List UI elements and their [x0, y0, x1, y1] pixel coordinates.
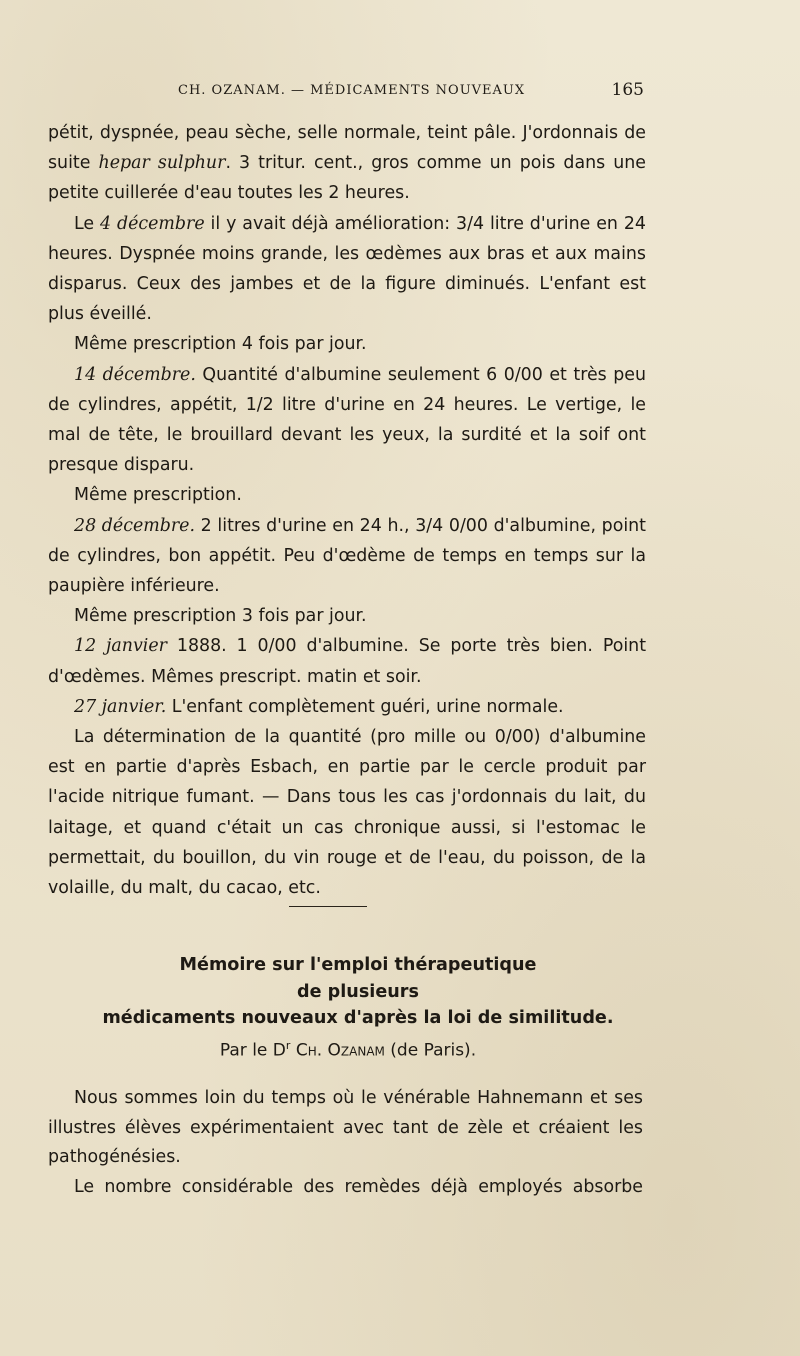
- memoire-title-line-1: Mémoire sur l'emploi thérapeutique: [179, 955, 537, 975]
- date-28-decembre: 28 décembre.: [74, 515, 196, 536]
- running-title: CH. OZANAM. — MÉDICAMENTS NOUVEAUX: [178, 83, 526, 98]
- paragraph-10: La détermination de la quantité (pro mille ou 0/00) d'albumine est en partie d'après Esbach, en partie par le cercle produit par l'acide nitrique fumant. — Dans tous les cas j'ordonnais du lait, du laitage, et quand c'était un cas chronique aussi, si l'estomac le permettait, du bouillon, du vin rouge et de l'eau, du poisson, de la volaille, du malt, du cacao, etc.: [48, 727, 646, 899]
- date-14-decembre: 14 décembre.: [74, 364, 196, 385]
- date-4-decembre: 4 décembre: [99, 213, 205, 234]
- author-suffix: (de Paris).: [384, 1040, 477, 1061]
- paragraph-4: [48, 360, 646, 481]
- paragraph-3: Même prescription 4 fois par jour.: [74, 334, 367, 355]
- paragraph-9-text: L'enfant complètement guéri, urine normale.: [166, 696, 564, 717]
- author-name: Ch. Ozanam: [295, 1040, 385, 1061]
- running-header: [48, 80, 644, 104]
- memoire-body: [48, 1084, 643, 1202]
- paragraph-4-text: Quantité d'albumine seulement 6 0/00 et très peu de cylindres, appétit, 1/2 litre d'urine en 24 heures. Le vertige, le mal de tête, le brouillard devant les yeux, la surdité et la soif ont presque disparu.: [48, 364, 646, 476]
- paragraph-6: [48, 511, 646, 602]
- section-divider: [289, 906, 367, 907]
- memoire-paragraph-1: Nous sommes loin du temps où le vénérable Hahnemann et ses illustres élèves expérimentaient avec tant de zèle et créaient les pathogénésies.: [48, 1088, 643, 1167]
- author-sup: r: [285, 1039, 291, 1052]
- memoire-title-line-2: de plusieurs: [297, 981, 419, 1002]
- paragraph-2-lead: Le: [74, 213, 100, 234]
- author-prefix: Par le D: [219, 1040, 286, 1061]
- paragraph-1-rest: . 3 tritur. cent., gros comme un pois dans une petite cuillerée d'eau toutes les 2 heures.: [48, 153, 646, 204]
- page-number: 165: [611, 80, 644, 100]
- remedy-name: hepar sulphur: [98, 153, 226, 174]
- memoire-paragraph-2: Le nombre considérable des remèdes déjà employés absorbe: [74, 1176, 643, 1197]
- date-12-janvier: 12 janvier: [74, 636, 167, 657]
- memoire-title: [48, 952, 668, 1032]
- paragraph-1-text: pétit, dyspnée, peau sèche, selle normale, teint pâle. J'ordonnais de suite: [48, 123, 646, 174]
- paragraph-2: [48, 209, 646, 330]
- author-line: [48, 1039, 648, 1061]
- paragraph-5: Même prescription.: [74, 485, 242, 506]
- paragraph-9: [48, 692, 646, 722]
- paragraph-8: [48, 631, 646, 691]
- memoire-title-line-3: médicaments nouveaux d'après la loi de similitude.: [102, 1008, 614, 1028]
- paragraph-1: [48, 118, 646, 209]
- paragraph-8-text: 1888. 1 0/00 d'albumine. Se porte très bien. Point d'œdèmes. Mêmes prescript. matin et soir.: [48, 636, 647, 687]
- paragraph-6-text: 2 litres d'urine en 24 h., 3/4 0/00 d'albumine, point de cylindres, bon appétit. Peu d'œdème de temps en temps sur la paupière inférieure.: [48, 515, 647, 597]
- paragraph-7: Même prescription 3 fois par jour.: [74, 606, 367, 627]
- date-27-janvier: 27 janvier.: [74, 696, 167, 717]
- paragraph-2-text: il y avait déjà amélioration: 3/4 litre d'urine en 24 heures. Dyspnée moins grande, les œdèmes aux bras et aux mains disparus. Ceux des jambes et de la figure diminués. L'enfant est plus éveillé.: [48, 213, 646, 325]
- case-report-text: [48, 118, 646, 903]
